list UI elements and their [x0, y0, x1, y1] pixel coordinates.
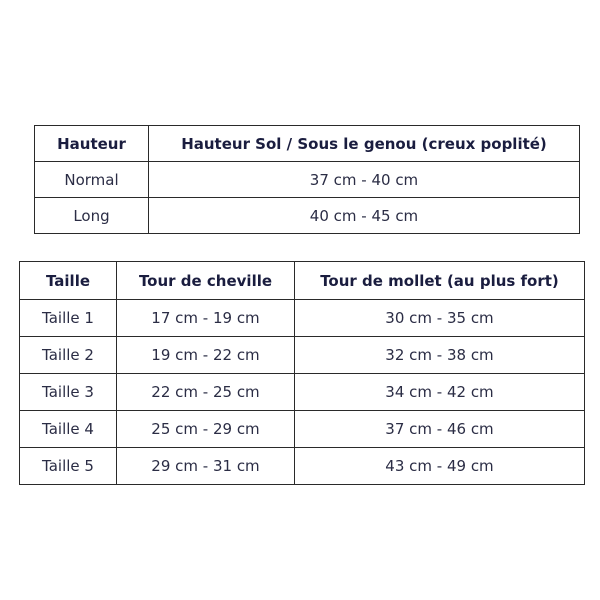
- table-row: [20, 300, 585, 337]
- table-cell: Taille 4: [20, 411, 117, 448]
- table-cell: Long: [35, 198, 149, 234]
- table-row: [20, 448, 585, 485]
- table-cell: 25 cm - 29 cm: [117, 411, 295, 448]
- header-hauteur-sol: Hauteur Sol / Sous le genou (creux poplité): [149, 126, 580, 162]
- table-header-row: [20, 262, 585, 300]
- table-cell: Taille 5: [20, 448, 117, 485]
- table-row: [20, 374, 585, 411]
- header-hauteur: Hauteur: [35, 126, 149, 162]
- table-cell: 17 cm - 19 cm: [117, 300, 295, 337]
- table-cell: Normal: [35, 162, 149, 198]
- table-cell: 32 cm - 38 cm: [295, 337, 585, 374]
- header-tour-de-mollet: Tour de mollet (au plus fort): [295, 262, 585, 300]
- table-cell: Taille 1: [20, 300, 117, 337]
- table-cell: 34 cm - 42 cm: [295, 374, 585, 411]
- table-cell: 40 cm - 45 cm: [149, 198, 580, 234]
- table-cell: 37 cm - 40 cm: [149, 162, 580, 198]
- table-header-row: [35, 126, 580, 162]
- table-row: [20, 411, 585, 448]
- header-tour-de-cheville: Tour de cheville: [117, 262, 295, 300]
- table-cell: 29 cm - 31 cm: [117, 448, 295, 485]
- table-cell: 37 cm - 46 cm: [295, 411, 585, 448]
- height-table: [34, 125, 580, 234]
- table-row: [20, 337, 585, 374]
- size-table: [19, 261, 585, 485]
- table-cell: Taille 3: [20, 374, 117, 411]
- table-cell: Taille 2: [20, 337, 117, 374]
- table-cell: 43 cm - 49 cm: [295, 448, 585, 485]
- table-cell: 22 cm - 25 cm: [117, 374, 295, 411]
- table-row: [35, 162, 580, 198]
- header-taille: Taille: [20, 262, 117, 300]
- table-cell: 19 cm - 22 cm: [117, 337, 295, 374]
- table-cell: 30 cm - 35 cm: [295, 300, 585, 337]
- table-row: [35, 198, 580, 234]
